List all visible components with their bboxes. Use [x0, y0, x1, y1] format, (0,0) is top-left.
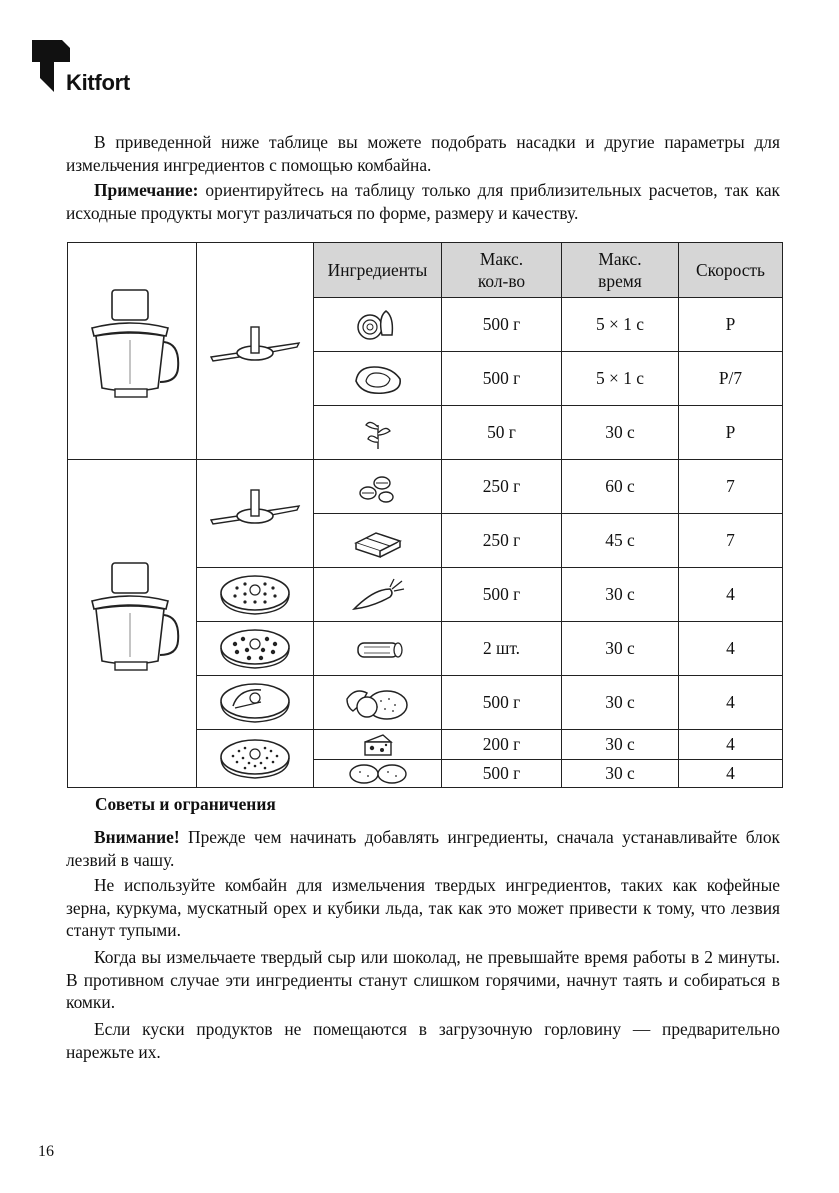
speed-cell: 7	[679, 460, 783, 514]
chocolate-icon	[348, 523, 408, 559]
time-cell: 30 с	[562, 406, 679, 460]
speed-cell: 4	[679, 676, 783, 730]
qty-cell: 500 г	[442, 298, 562, 352]
food-processor-disc-icon	[82, 559, 182, 689]
tip-text: Когда вы измельчаете твердый сыр или шоколад, не превышайте время работы в 2 минуты. В противном случае эти ингредиенты станут слишком горячими, начнут таять и собираться в комки.	[66, 947, 780, 1013]
meat-icon	[348, 361, 408, 397]
tip-text: Не используйте комбайн для измельчения твердых ингредиентов, таких как кофейные зерна, куркума, мускатный орех и кубики льда, так как это может привести к тому, что лезвия станут тупыми.	[66, 875, 780, 941]
header-max-qty-line1: Макс.	[479, 249, 524, 269]
s-blade-cell	[197, 243, 314, 460]
qty-cell: 250 г	[442, 514, 562, 568]
speed-cell: P	[679, 406, 783, 460]
ingredient-cell	[314, 730, 442, 760]
time-cell: 30 с	[562, 760, 679, 788]
ingredient-cell	[314, 460, 442, 514]
qty-cell: 200 г	[442, 730, 562, 760]
carrot-icon	[348, 577, 408, 613]
warning-text: Прежде чем начинать добавлять ингредиенты, сначала устанавливайте блок лезвий в чашу.	[66, 827, 780, 870]
note-label: Примечание:	[94, 180, 199, 200]
ingredient-cell	[314, 406, 442, 460]
ingredient-cell	[314, 676, 442, 730]
s-blade-cell	[197, 460, 314, 568]
ingredient-cell	[314, 352, 442, 406]
ingredient-cell	[314, 298, 442, 352]
page-number: 16	[38, 1143, 54, 1160]
qty-cell: 50 г	[442, 406, 562, 460]
processing-table	[67, 242, 783, 788]
fine-grater-disc-icon	[215, 572, 295, 618]
ingredient-cell	[314, 622, 442, 676]
s-blade-icon	[207, 321, 303, 381]
cucumber-icon	[348, 631, 408, 667]
speed-cell: 7	[679, 514, 783, 568]
qty-cell: 500 г	[442, 568, 562, 622]
time-cell: 45 с	[562, 514, 679, 568]
qty-cell: 500 г	[442, 676, 562, 730]
fine-shredding-disc-icon	[215, 736, 295, 782]
header-ingredients: Ингредиенты	[314, 243, 442, 298]
brand-name: Kitfort	[66, 70, 130, 95]
time-cell: 30 с	[562, 676, 679, 730]
table-row	[68, 460, 783, 514]
potato-icon	[343, 683, 413, 723]
header-max-qty	[442, 243, 562, 298]
speed-cell: P	[679, 298, 783, 352]
table-header-row	[68, 243, 783, 298]
time-cell: 60 с	[562, 460, 679, 514]
speed-cell: 4	[679, 730, 783, 760]
ingredient-cell	[314, 760, 442, 788]
intro-paragraph	[66, 131, 780, 176]
intro-text: В приведенной ниже таблице вы можете подобрать насадки и другие параметры для измельчения ингредиентов с помощью комбайна.	[66, 132, 780, 175]
qty-cell: 500 г	[442, 760, 562, 788]
device-image-cell	[68, 243, 197, 460]
time-cell: 30 с	[562, 622, 679, 676]
qty-cell: 2 шт.	[442, 622, 562, 676]
header-max-time-line1: Макс.	[598, 249, 642, 269]
tip-text: Если куски продуктов не помещаются в загрузочную горловину — предварительно нарежьте их.	[66, 1019, 780, 1062]
coarse-grater-disc-cell	[197, 622, 314, 676]
tip-paragraph	[66, 946, 780, 1014]
note-text: ориентируйтесь на таблицу только для приблизительных расчетов, так как исходные продукты могут различаться по форме, размеру и качеству.	[66, 180, 780, 223]
speed-cell: 4	[679, 760, 783, 788]
food-processor-blade-icon	[82, 286, 182, 416]
onion-icon	[348, 307, 408, 343]
s-blade-icon	[207, 484, 303, 544]
slicing-disc-cell	[197, 676, 314, 730]
speed-cell: P/7	[679, 352, 783, 406]
warning-label: Внимание!	[94, 827, 180, 847]
ingredient-cell	[314, 568, 442, 622]
herbs-icon	[348, 415, 408, 451]
time-cell: 30 с	[562, 568, 679, 622]
cheese-icon	[361, 732, 395, 758]
tips-heading: Советы и ограничения	[95, 794, 276, 814]
potatoes-icon	[346, 762, 410, 786]
slicing-disc-icon	[215, 680, 295, 726]
time-cell: 30 с	[562, 730, 679, 760]
brand-logo	[32, 40, 142, 96]
header-speed: Скорость	[679, 243, 783, 298]
qty-cell: 250 г	[442, 460, 562, 514]
fine-grater-disc-cell	[197, 568, 314, 622]
speed-cell: 4	[679, 622, 783, 676]
fine-shredding-disc-cell	[197, 730, 314, 788]
header-max-time-line2: время	[598, 271, 642, 291]
time-cell: 5 × 1 с	[562, 298, 679, 352]
tip-paragraph	[66, 874, 780, 942]
time-cell: 5 × 1 с	[562, 352, 679, 406]
header-max-time	[562, 243, 679, 298]
tip-paragraph	[66, 1018, 780, 1063]
nuts-icon	[348, 469, 408, 505]
ingredient-cell	[314, 514, 442, 568]
header-max-qty-line2: кол-во	[477, 271, 526, 291]
warning-paragraph	[66, 826, 780, 871]
device-image-cell	[68, 460, 197, 788]
speed-cell: 4	[679, 568, 783, 622]
note-paragraph	[66, 179, 780, 224]
qty-cell: 500 г	[442, 352, 562, 406]
kitfort-logo-mark-icon	[32, 40, 70, 92]
coarse-grater-disc-icon	[215, 626, 295, 672]
